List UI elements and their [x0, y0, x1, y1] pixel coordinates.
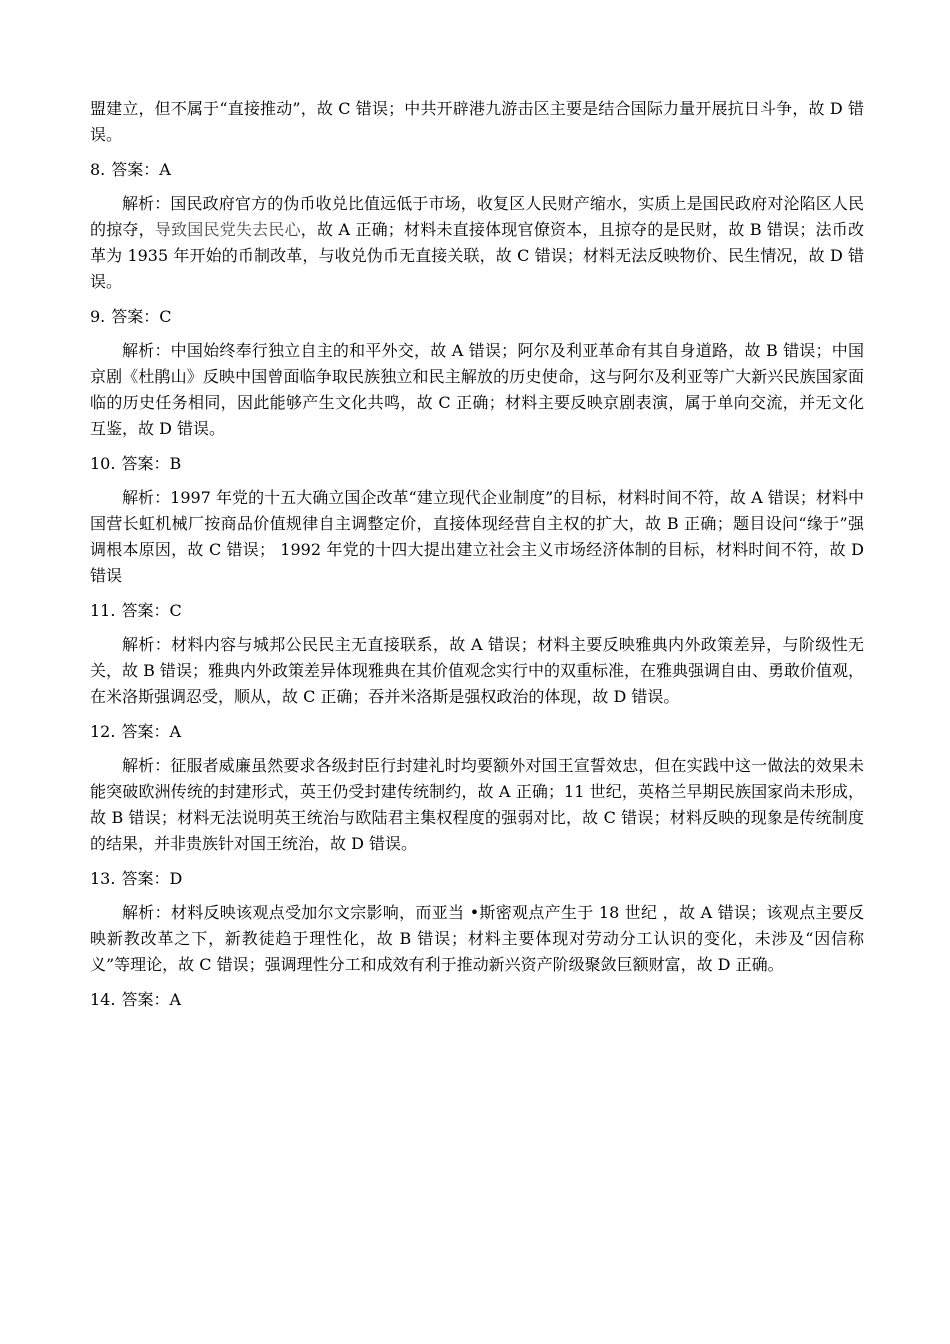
analysis-text-part-1: 解析：国民政府官方的伪币收兑比值远低于市场，收复区人民财产缩水，实质上是国民政府对沦陷区人民的掠夺，: [90, 194, 864, 239]
answer-text: 答案：A: [121, 722, 182, 741]
answer-line-14: [90, 987, 864, 1013]
analysis-text-part-3: ，故 A 正确；材料未直接体现官僚资本，且掠夺的是民财，故 B 错误；法币改革为 1935 年开始的币制改革，与收兑伪币无直接关联，故 C 错误；材料无法反映物价、民生情况，故 D 错误。: [90, 220, 864, 291]
answer-text: 答案：A: [111, 160, 171, 179]
question-number: 14.: [90, 990, 116, 1009]
answer-line-8: [90, 157, 864, 183]
question-number: 9.: [90, 307, 106, 326]
question-number: 10.: [90, 454, 116, 473]
answer-text: 答案：A: [121, 990, 182, 1009]
analysis-paragraph-9: 解析：中国始终奉行独立自主的和平外交，故 A 错误；阿尔及利亚革命有其自身道路，故 B 错误；中国京剧《杜鹃山》反映中国曾面临争取民族独立和民主解放的历史使命，这与阿尔及利亚等广大新兴民族国家面临的历史任务相同，因此能够产生文化共鸣，故 C 正确；材料主要反映京剧表演，属于单向交流，并无文化互鉴，故 D 错误。: [90, 341, 864, 438]
analysis-paragraph-13: 解析：材料反映该观点受加尔文宗影响，而亚当 •斯密观点产生于 18 世纪 ，故 A 错误；该观点主要反映新教改革之下，新教徒趋于理性化，故 B 错误；材料主要体现对劳动分工认识的变化，未涉及“因信称义”等理论，故 C 错误；强调理性分工和成效有利于推动新兴资产阶级聚敛巨额财富，故 D 正确。: [90, 903, 864, 974]
answer-text: 答案：D: [121, 869, 183, 888]
analysis-text-part-2: 导致国民党失去民心: [154, 220, 301, 239]
answer-line-9: [90, 304, 864, 330]
analysis-paragraph-11: 解析：材料内容与城邦公民民主无直接联系，故 A 错误；材料主要反映雅典内外政策差异，与阶级性无关，故 B 错误；雅典内外政策差异体现雅典在其价值观念实行中的双重标准，在雅典强调自由、勇敢价值观，在米洛斯强调忍受，顺从，故 C 正确；吞并米洛斯是强权政治的体现，故 D 错误。: [90, 635, 864, 706]
answer-line-12: [90, 719, 864, 745]
answer-line-13: [90, 866, 864, 892]
answer-text: 答案：C: [111, 307, 172, 326]
answer-line-10: [90, 451, 864, 477]
question-number: 12.: [90, 722, 116, 741]
continuation-paragraph: 盟建立，但不属于“直接推动”，故 C 错误；中共开辟港九游击区主要是结合国际力量开展抗日斗争，故 D 错误。: [90, 99, 864, 144]
analysis-paragraph-8: [90, 191, 864, 295]
question-number: 11.: [90, 601, 116, 620]
question-number: 13.: [90, 869, 116, 888]
answer-line-11: [90, 598, 864, 624]
question-number: 8.: [90, 160, 106, 179]
analysis-paragraph-10: 解析：1997 年党的十五大确立国企改革“建立现代企业制度”的目标，材料时间不符，故 A 错误；材料中国营长虹机械厂按商品价值规律自主调整定价，直接体现经营自主权的扩大，故 B 正确；题目设问“缘于”强调根本原因，故 C 错误； 1992 年党的十四大提出建立社会主义市场经济体制的目标，材料时间不符，故 D 错误: [90, 488, 864, 585]
analysis-paragraph-12: 解析：征服者威廉虽然要求各级封臣行封建礼时均要额外对国王宣誓效忠，但在实践中这一做法的效果未能突破欧洲传统的封建形式，英王仍受封建传统制约，故 A 正确；11 世纪，英格兰早期民族国家尚未形成，故 B 错误；材料无法说明英王统治与欧陆君主集权程度的强弱对比，故 C 错误；材料反映的现象是传统制度的结果，并非贵族针对国王统治，故 D 错误。: [90, 756, 864, 853]
answer-text: 答案：C: [121, 601, 182, 620]
answer-text: 答案：B: [121, 454, 182, 473]
